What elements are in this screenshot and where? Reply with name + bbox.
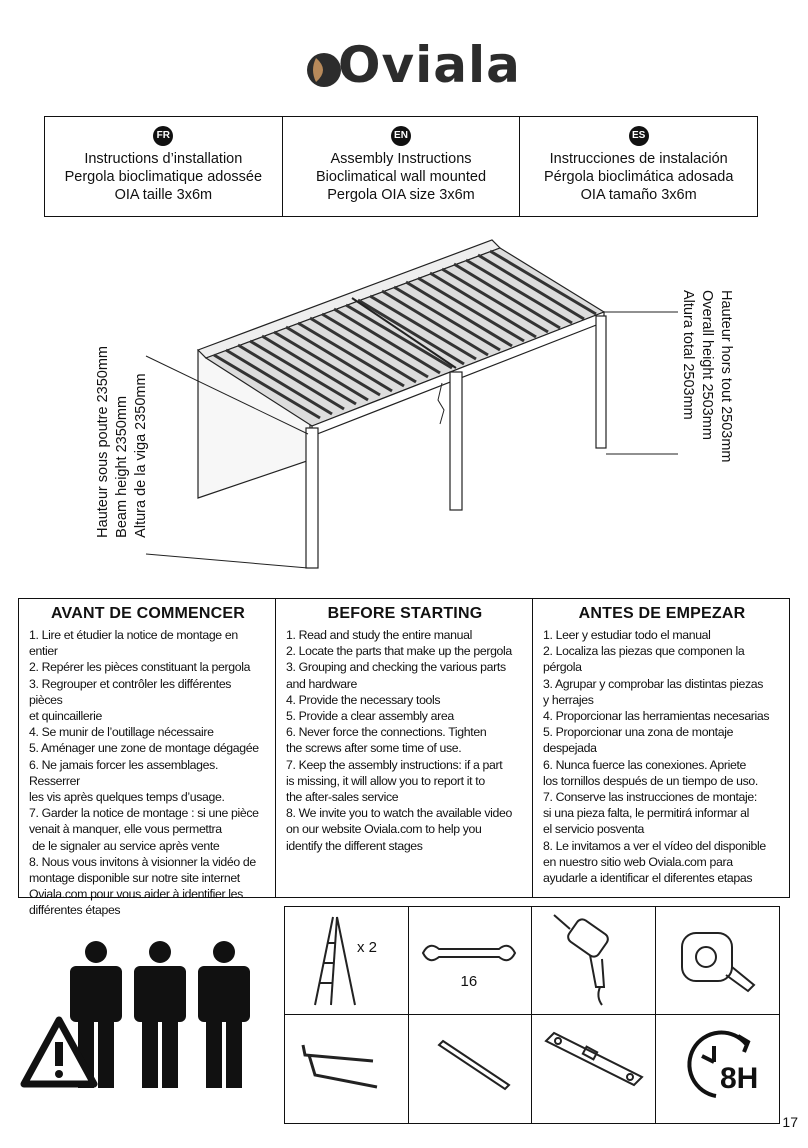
- list-item: 4. Proporcionar las herramientas necesarias: [543, 709, 770, 724]
- list-item: and hardware: [286, 676, 357, 691]
- drill-icon: [532, 907, 656, 1015]
- list-item: 1. Leer y estudiar todo el manual: [543, 628, 711, 642]
- assembly-time: [676, 1022, 776, 1110]
- list-item: y herrajes: [543, 692, 594, 707]
- lang-line: Pérgola bioclimática adosada: [543, 169, 734, 185]
- page-number: 17: [782, 1114, 798, 1130]
- beam-height-fr: Hauteur sous poutre 2350mm: [95, 346, 111, 538]
- list-item: si una pieza falta, le permitirá informar al: [543, 806, 750, 821]
- instructions-es-title: ANTES DE EMPEZAR: [578, 605, 746, 622]
- ladder-icon: [285, 907, 409, 1015]
- list-item: el servicio posventa: [543, 822, 644, 837]
- list-item: 5. Provide a clear assembly area: [286, 709, 454, 724]
- chisel-icon: [409, 1015, 533, 1123]
- tool-spirit-level: [532, 1015, 656, 1123]
- wrench-size: 16: [460, 973, 478, 990]
- instructions-fr-list: [29, 627, 267, 919]
- allen-key-icon: [285, 1015, 409, 1123]
- instructions-es: [532, 599, 789, 897]
- list-item: 2. Repérer les pièces constituant la pergola: [29, 660, 251, 675]
- list-item: 7. Keep the assembly instructions: if a part: [286, 757, 503, 772]
- time-label: 8H: [720, 1062, 759, 1095]
- list-item: 4. Se munir de l’outillage nécessaire: [29, 725, 214, 740]
- list-item: the after-sales service: [286, 790, 399, 805]
- list-item: pérgola: [543, 660, 582, 675]
- list-item: montage disponible sur notre site internet: [29, 871, 240, 886]
- instructions-fr: [19, 599, 275, 918]
- list-item: 8. We invite you to watch the available video: [286, 806, 513, 821]
- tool-ladder: [285, 907, 409, 1015]
- tool-drill: [532, 907, 656, 1015]
- list-item: 7. Garder la notice de montage : si une pièce: [29, 806, 259, 821]
- warning-icon: [20, 1014, 98, 1094]
- list-item: 4. Provide the necessary tools: [286, 692, 441, 707]
- list-item: 1. Read and study the entire manual: [286, 628, 472, 642]
- instructions-fr-title: AVANT DE COMMENCER: [50, 605, 246, 622]
- instructions-en-list: [286, 627, 524, 854]
- list-item: et quincaillerie: [29, 709, 103, 724]
- list-item: 5. Aménager une zone de montage dégagée: [29, 741, 259, 756]
- lang-col-es: [519, 117, 757, 216]
- spirit-level-icon: [532, 1015, 656, 1123]
- list-item: 7. Conserve las instrucciones de montaje:: [543, 790, 757, 805]
- language-header-table: [44, 116, 758, 217]
- lang-badge-es: ES: [629, 126, 649, 146]
- lang-line: Instructions d’installation: [84, 151, 243, 167]
- list-item: 6. Nunca fuerce las conexiones. Apriete: [543, 757, 747, 772]
- lang-badge-en: EN: [391, 126, 411, 146]
- list-item: is missing, it will allow you to report it to: [286, 773, 485, 788]
- wrench-icon: [409, 907, 533, 1015]
- tool-allen-keys: [285, 1015, 409, 1123]
- list-item: the screws after some time of use.: [286, 741, 462, 756]
- list-item: 3. Grouping and checking the various parts: [286, 660, 506, 675]
- tape-measure-icon: [656, 907, 780, 1015]
- overall-height-es: Altura total 2503mm: [680, 290, 696, 420]
- lang-line: Pergola OIA size 3x6m: [327, 187, 475, 203]
- tool-chisel: [409, 1015, 533, 1123]
- list-item: 6. Ne jamais forcer les assemblages. Resserrer: [29, 757, 219, 788]
- beam-height-label: [94, 346, 151, 538]
- list-item: 3. Agrupar y comprobar las distintas piezas: [543, 676, 764, 691]
- overall-height-en: Overall height 2503mm: [699, 290, 715, 440]
- list-item: différentes étapes: [29, 903, 121, 918]
- ladder-count: x 2: [357, 939, 378, 956]
- list-item: les vis après quelques temps d’usage.: [29, 790, 225, 805]
- list-item: Oviala.com pour vous aider à identifier les: [29, 887, 243, 902]
- lang-line: OIA taille 3x6m: [114, 187, 213, 203]
- lang-badge-fr: FR: [153, 126, 173, 146]
- instructions-en-title: BEFORE STARTING: [327, 605, 483, 622]
- overall-height-label: [678, 290, 735, 462]
- lang-line: Bioclimatical wall mounted: [315, 169, 487, 185]
- oviala-logo: [300, 32, 521, 102]
- lang-col-fr: [45, 117, 282, 216]
- lang-line: Pergola bioclimatique adossée: [64, 169, 263, 185]
- logo-text: Oviala: [338, 36, 521, 94]
- tool-wrench: [409, 907, 533, 1015]
- list-item: on our website Oviala.com to help you: [286, 822, 482, 837]
- lang-col-en: [282, 117, 520, 216]
- tool-tape-measure: [656, 907, 780, 1015]
- list-item: 6. Never force the connections. Tighten: [286, 725, 487, 740]
- list-item: venait à manquer, elle vous permettra: [29, 822, 222, 837]
- list-item: en nuestro sitio web Oviala.com para: [543, 854, 733, 869]
- beam-height-es: Altura de la viga 2350mm: [133, 373, 149, 538]
- list-item: los tornillos después de un tiempo de uso.: [543, 773, 758, 788]
- list-item: de le signaler au service après vente: [29, 838, 220, 853]
- list-item: 5. Proporcionar una zona de montaje: [543, 725, 734, 740]
- pergola-drawing: [80, 228, 760, 588]
- lang-line: OIA tamaño 3x6m: [580, 187, 697, 203]
- pergola-illustration: [80, 228, 760, 588]
- beam-height-en: Beam height 2350mm: [114, 395, 130, 538]
- lang-line: Instrucciones de instalación: [549, 151, 728, 167]
- list-item: 1. Lire et étudier la notice de montage en entier: [29, 628, 238, 659]
- list-item: 8. Le invitamos a ver el vídeo del disponible: [543, 838, 766, 853]
- list-item: 3. Regrouper et contrôler les différentes pièces: [29, 676, 232, 707]
- instructions-table: [18, 598, 790, 918]
- list-item: identify the different stages: [286, 838, 423, 853]
- list-item: 2. Localiza las piezas que componen la: [543, 644, 745, 659]
- instructions-en: [275, 599, 532, 897]
- overall-height-fr: Hauteur hors tout 2503mm: [718, 290, 734, 463]
- list-item: 8. Nous vous invitons à visionner la vidéo de: [29, 854, 256, 869]
- list-item: despejada: [543, 741, 597, 756]
- list-item: 2. Locate the parts that make up the pergola: [286, 644, 512, 659]
- lang-line: Assembly Instructions: [330, 151, 472, 167]
- list-item: ayudarle a identificar el diferentes etapas: [543, 871, 753, 886]
- instructions-es-list: [543, 627, 781, 886]
